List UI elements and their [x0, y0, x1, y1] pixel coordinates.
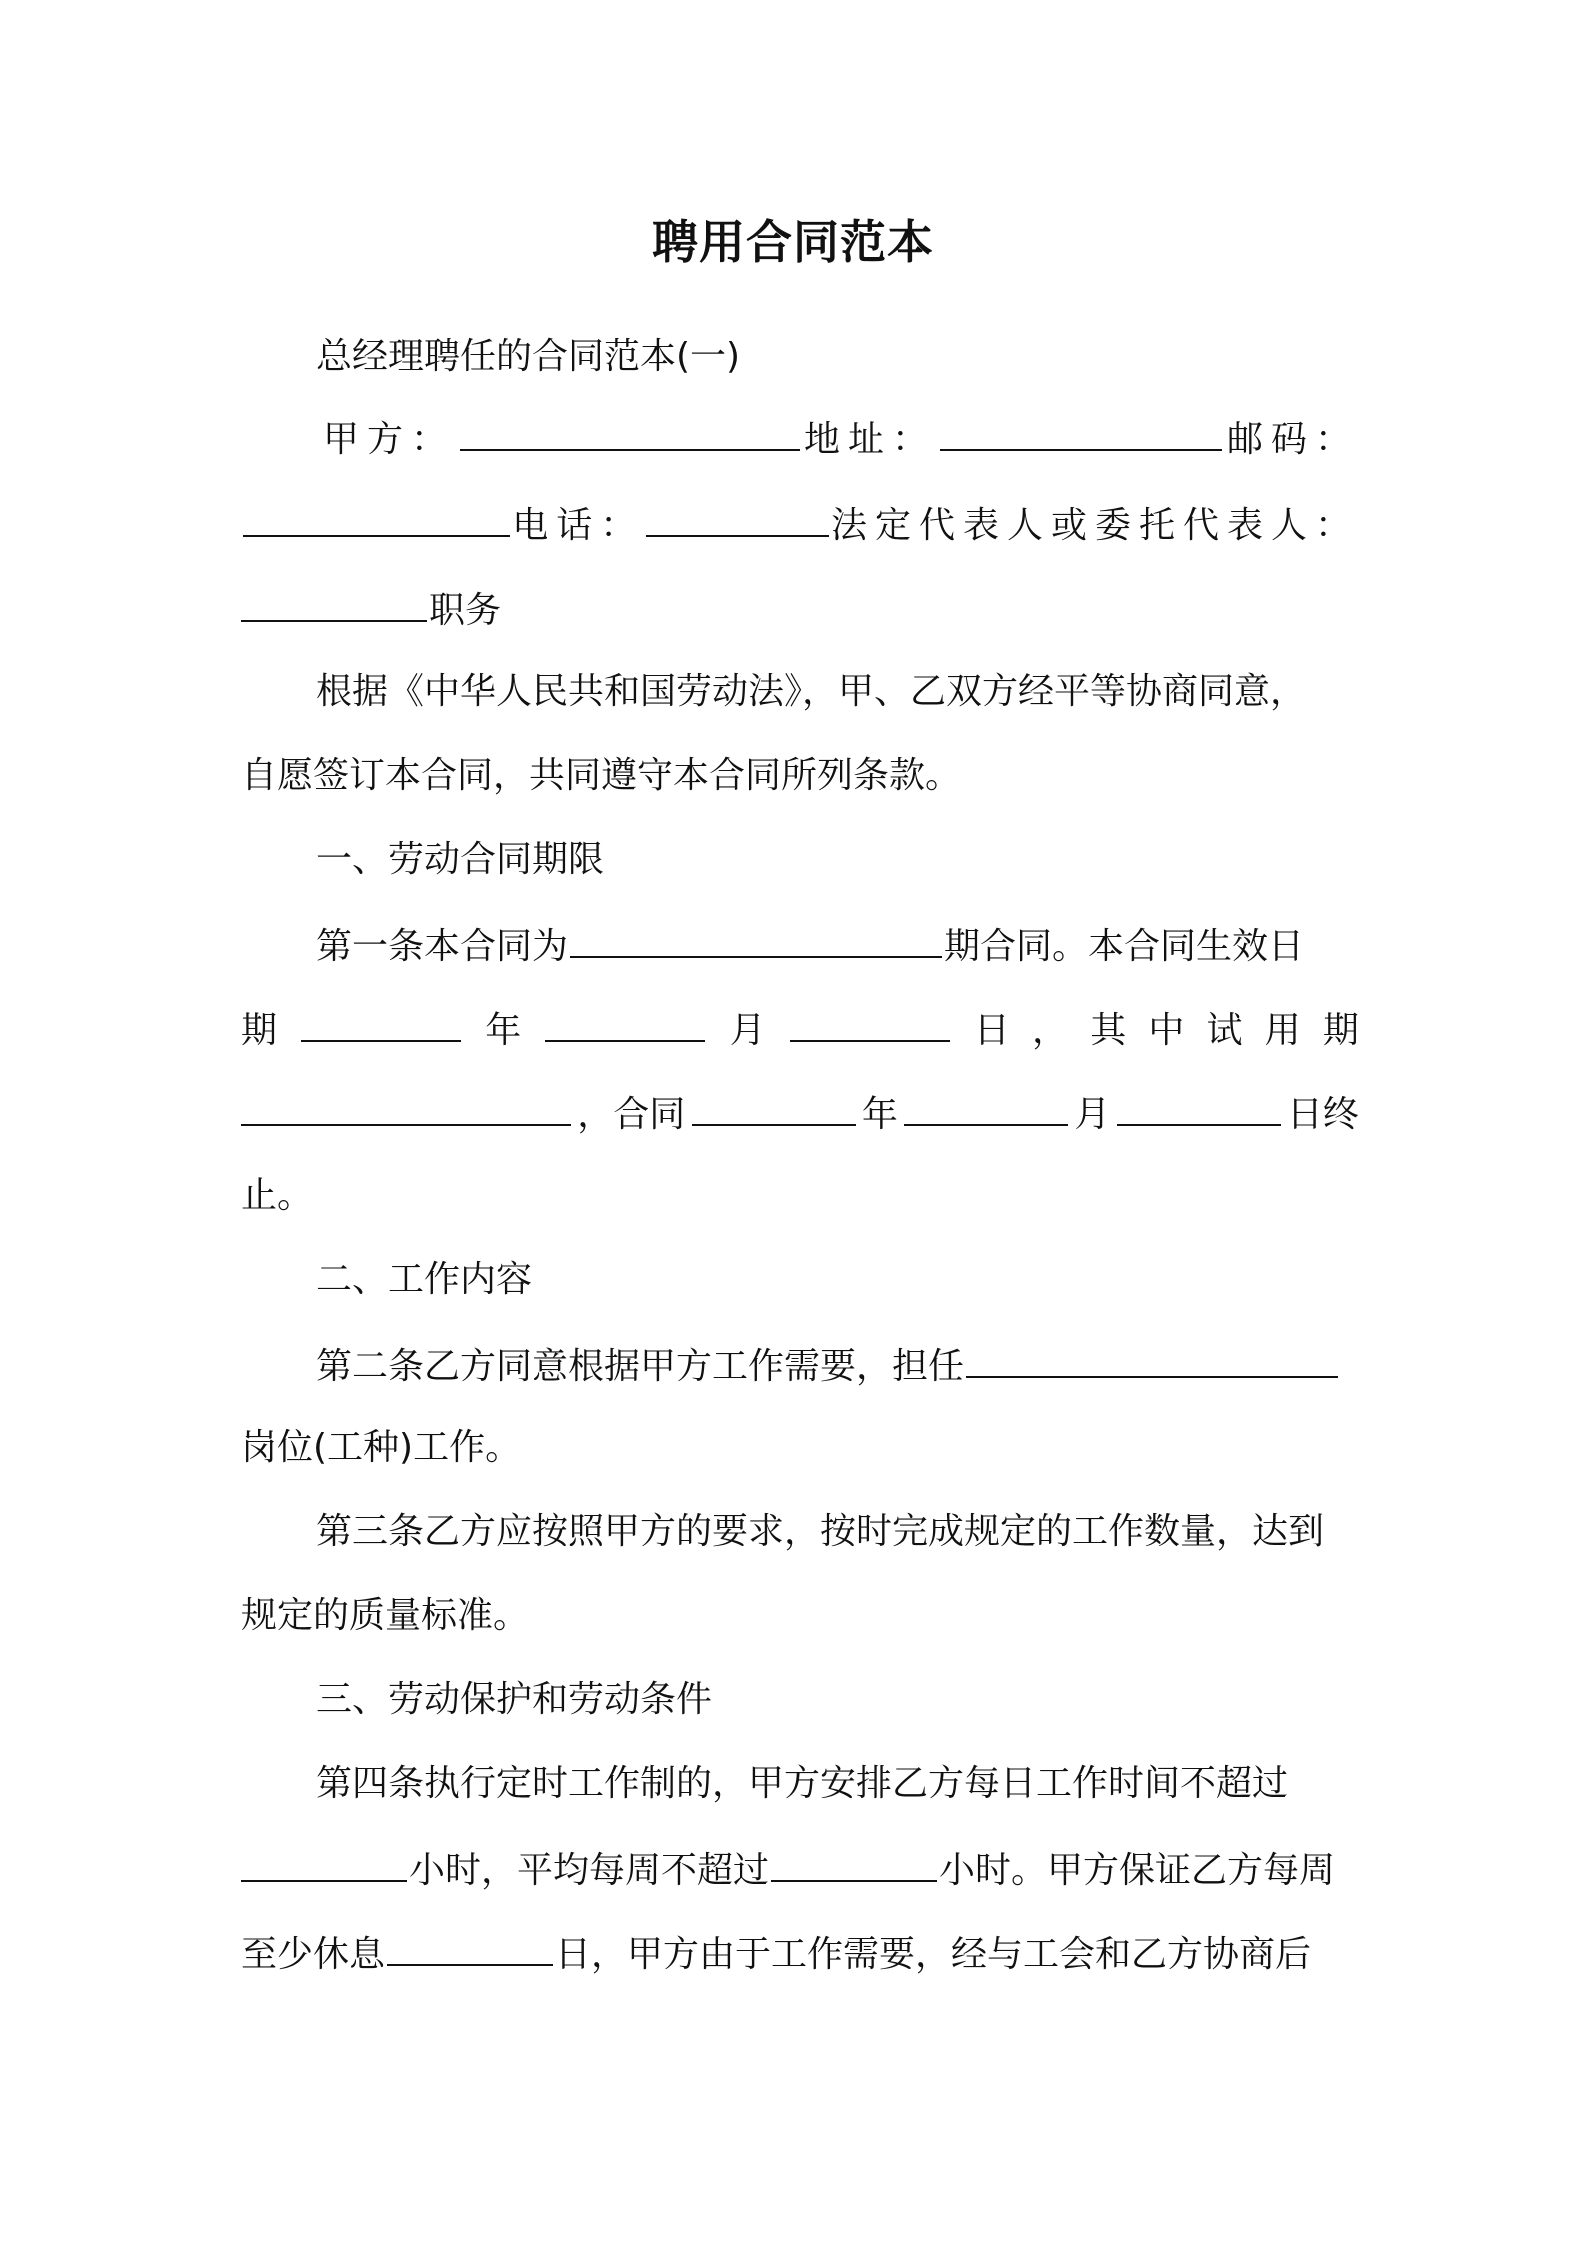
phone-blank [646, 495, 829, 537]
document-subtitle [241, 329, 1359, 385]
daily-hours-blank [241, 1840, 407, 1882]
article-1-text-e: ，合同 [577, 1094, 686, 1135]
section-1-text: 一、劳动合同期限 [316, 839, 605, 880]
end-year-blank [692, 1084, 856, 1126]
job-position-blank [966, 1336, 1338, 1378]
phone-label: 电话： [512, 505, 645, 546]
article-4-text-c1: 至少休息 [241, 1934, 386, 1975]
section-3-heading [241, 1672, 1359, 1728]
end-month-label: 月 [1074, 1094, 1111, 1135]
rest-days-blank [387, 1924, 553, 1966]
article-1-line-2 [241, 1000, 1359, 1059]
article-3-text-b: 规定的质量标准。 [241, 1595, 530, 1636]
postcode-blank [243, 495, 510, 537]
article-4-line-2 [241, 1840, 1359, 1899]
probation-word-2: 中 [1148, 1010, 1185, 1051]
party-a-label: 甲方： [323, 419, 456, 460]
position-label: 职务 [429, 590, 502, 631]
article-4-text-c2: 日，甲方由于工作需要，经与工会和乙方协商后 [555, 1934, 1312, 1975]
article-1-text-f: 日终 [1286, 1094, 1359, 1135]
section-1-heading [241, 832, 1359, 888]
probation-word-3: 试 [1206, 1010, 1243, 1051]
start-year-blank [301, 1000, 461, 1042]
article-1-line-1 [241, 916, 1359, 975]
article-4-text-b1: 小时，平均每周不超过 [409, 1850, 770, 1891]
article-4-text-b2: 小时。甲方保证乙方每周 [939, 1850, 1336, 1891]
probation-word-1: 其 [1090, 1010, 1127, 1051]
probation-blank [241, 1084, 571, 1126]
article-2-line-2 [241, 1420, 1359, 1476]
article-4-text-a: 第四条执行定时工作制的，甲方安排乙方每日工作时间不超过 [316, 1763, 1289, 1804]
start-month-blank [545, 1000, 705, 1042]
probation-word-4: 用 [1264, 1010, 1301, 1051]
article-3-text-a: 第三条乙方应按照甲方的要求，按时完成规定的工作数量，达到 [316, 1511, 1325, 1552]
article-1-text-c: 期 [241, 1010, 278, 1051]
intro-line-1 [241, 664, 1359, 720]
party-a-blank [460, 409, 800, 451]
phone-line [241, 495, 1359, 554]
document-title: 聘用合同范本 [652, 215, 934, 269]
section-2-text: 二、工作内容 [316, 1259, 533, 1300]
probation-word-5: 期 [1322, 1010, 1359, 1051]
article-1-line-3 [241, 1084, 1359, 1143]
contract-term-blank [570, 916, 942, 958]
intro-text-2: 自愿签订本合同，共同遵守本合同所列条款。 [241, 755, 962, 796]
start-month-label: 月 [729, 1010, 766, 1051]
address-label: 地址： [803, 419, 936, 460]
article-3-line-1 [241, 1504, 1359, 1560]
postcode-label: 邮码： [1226, 419, 1359, 460]
article-1-line-4 [241, 1168, 1359, 1224]
end-year-label: 年 [861, 1094, 898, 1135]
start-day-label: 日 [973, 1010, 1010, 1051]
article-3-line-2 [241, 1588, 1359, 1644]
intro-line-2 [241, 748, 1359, 804]
address-blank [940, 409, 1222, 451]
end-day-blank [1117, 1084, 1281, 1126]
article-1-text-a: 第一条本合同为 [316, 926, 569, 967]
subtitle-text: 总经理聘任的合同范本(一) [316, 336, 741, 377]
start-year-label: 年 [485, 1010, 522, 1051]
article-2-text-b: 岗位(工种)工作。 [241, 1427, 522, 1468]
representative-label: 法定代表人或委托代表人： [830, 505, 1359, 546]
section-2-heading [241, 1252, 1359, 1308]
intro-text-1: 根据《中华人民共和国劳动法》，甲、乙双方经平等协商同意， [316, 671, 1307, 712]
article-1-text-g: 止。 [241, 1175, 314, 1216]
position-line [241, 580, 1359, 639]
end-month-blank [904, 1084, 1068, 1126]
party-a-line [241, 409, 1359, 468]
article-2-text-a: 第二条乙方同意根据甲方工作需要，担任 [316, 1346, 965, 1387]
weekly-hours-blank [771, 1840, 937, 1882]
article-2-line-1 [241, 1336, 1359, 1395]
comma: ， [1032, 1010, 1069, 1051]
article-1-text-b: 期合同。本合同生效日 [944, 926, 1305, 967]
article-4-line-1 [241, 1756, 1359, 1812]
section-3-text: 三、劳动保护和劳动条件 [316, 1679, 713, 1720]
article-4-line-3 [241, 1924, 1359, 1983]
start-day-blank [790, 1000, 950, 1042]
representative-blank [241, 580, 427, 622]
